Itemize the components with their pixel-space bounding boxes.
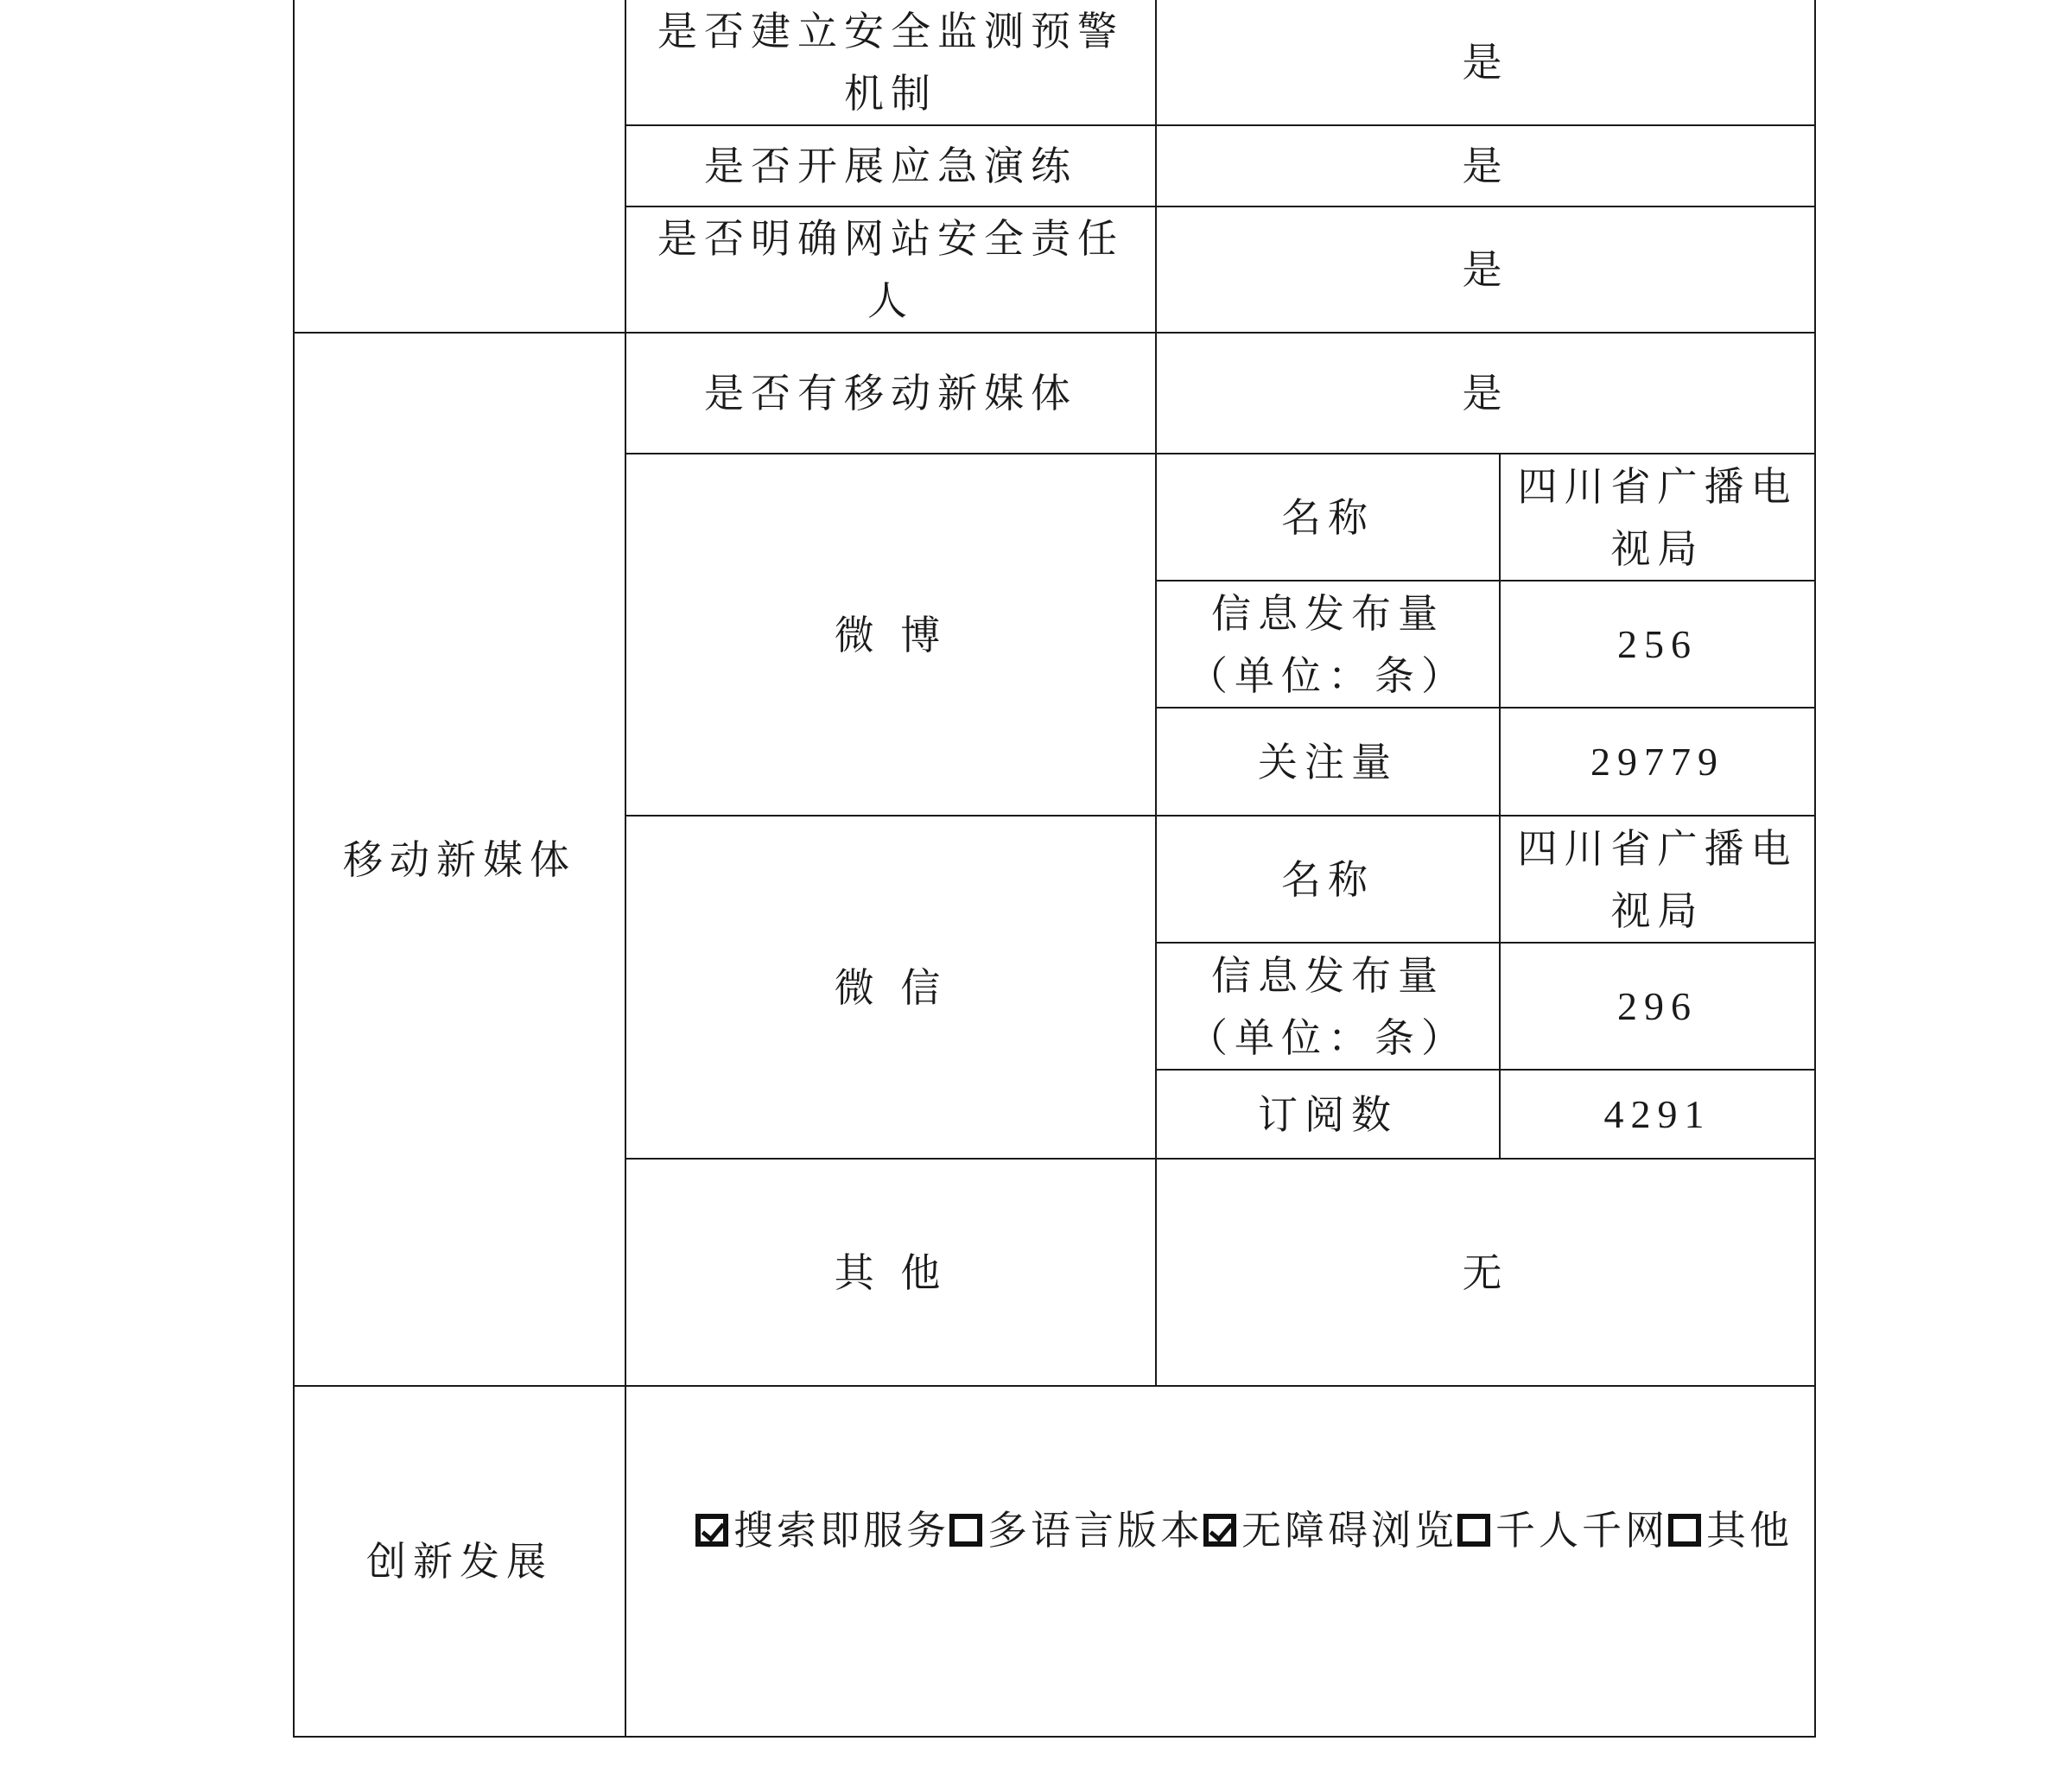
checkbox-icon [1203,1514,1236,1547]
option-personalized [1457,1499,1668,1561]
option-accessibility [1203,1499,1457,1561]
other-label: 其 他 [625,1159,1156,1386]
row-value: 是 [1156,125,1815,207]
mobile-section-label: 移动新媒体 [294,333,625,1386]
option-label: 其他 [1706,1507,1793,1554]
checkbox-icon [695,1514,728,1547]
table-row-has-mobile [294,333,1815,454]
field-value: 四川省广播电视局 [1500,454,1815,581]
field-value: 4291 [1500,1070,1815,1159]
row-label: 是否有移动新媒体 [625,333,1156,454]
option-other [1668,1499,1793,1561]
option-label: 千人千网 [1495,1507,1668,1554]
government-website-report-table [293,0,1816,1738]
field-value: 256 [1500,581,1815,708]
innovation-options [625,1386,1815,1737]
weibo-label: 微 博 [625,454,1156,816]
row-label: 是否建立安全监测预警机制 [625,0,1156,125]
innovation-section-label: 创新发展 [294,1386,625,1737]
row-value: 是 [1156,333,1815,454]
field-label: 名称 [1156,816,1500,943]
field-value: 29779 [1500,708,1815,816]
field-label: 订阅数 [1156,1070,1500,1159]
field-label: 信息发布量（单位：条） [1156,943,1500,1070]
field-label: 信息发布量（单位：条） [1156,581,1500,708]
field-label: 关注量 [1156,708,1500,816]
option-multilingual [949,1499,1203,1561]
other-value: 无 [1156,1159,1815,1386]
field-value: 296 [1500,943,1815,1070]
option-label: 多语言版本 [987,1507,1203,1554]
field-label: 名称 [1156,454,1500,581]
row-value: 是 [1156,0,1815,125]
field-value: 四川省广播电视局 [1500,816,1815,943]
table-row-monitoring [294,0,1815,125]
checkbox-icon [949,1514,982,1547]
checkbox-icon [1668,1514,1701,1547]
checkbox-icon [1457,1514,1490,1547]
row-label: 是否明确网站安全责任人 [625,207,1156,333]
row-value: 是 [1156,207,1815,333]
wechat-label: 微 信 [625,816,1156,1159]
option-label: 无障碍浏览 [1241,1507,1457,1554]
option-label: 搜索即服务 [733,1507,949,1554]
row-label: 是否开展应急演练 [625,125,1156,207]
security-section-cell [294,0,625,333]
table-row-innovation [294,1386,1815,1737]
option-search-service [695,1499,949,1561]
